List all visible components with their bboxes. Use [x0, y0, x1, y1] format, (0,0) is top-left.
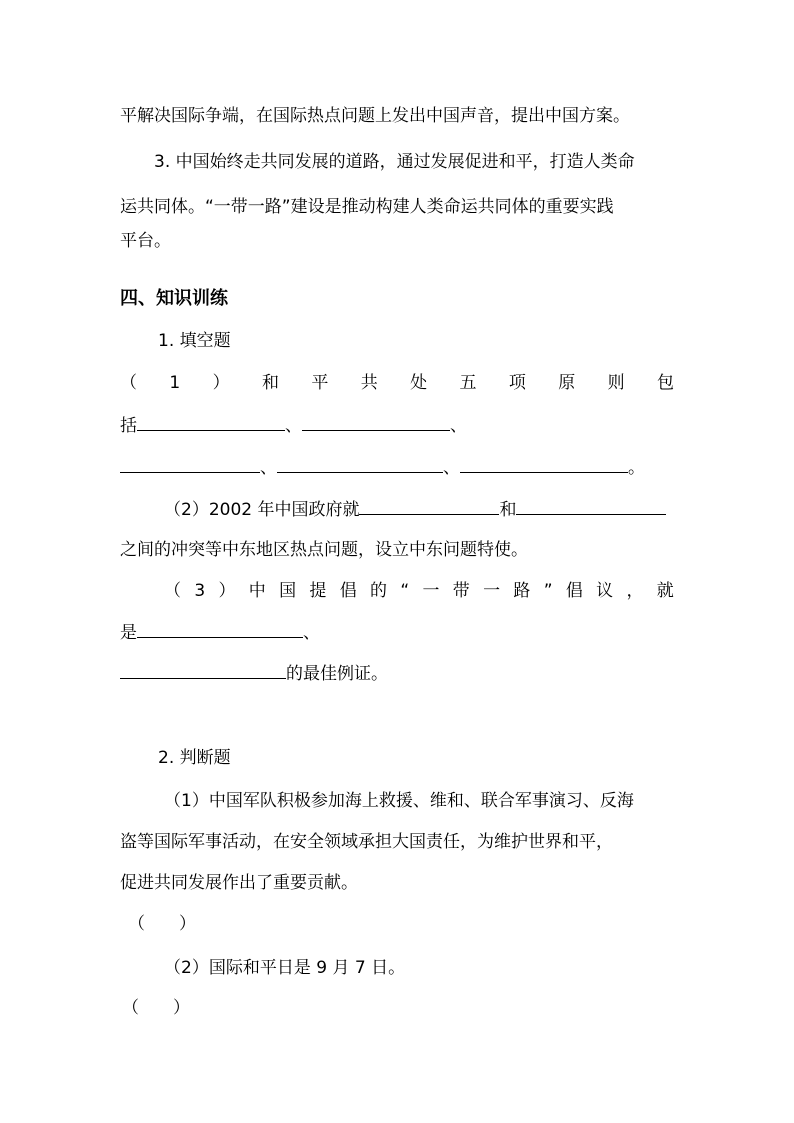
question-char: ，	[626, 581, 644, 601]
answer-blank[interactable]	[120, 455, 260, 473]
answer-blank[interactable]	[460, 455, 628, 473]
question-text: （2）2002 年中国政府就	[164, 500, 360, 520]
question-char: 处	[410, 373, 428, 393]
question-1-blanks-row	[120, 455, 674, 480]
judge-1-line: 盗等国际军事活动，在安全领域承担大国责任，为维护世界和平，	[120, 832, 613, 852]
paragraph-line: 平台。	[120, 231, 171, 251]
question-char: 共	[360, 373, 378, 393]
question-char: 的	[370, 581, 388, 601]
separator: 、	[303, 623, 320, 643]
question-char: 1	[169, 373, 181, 393]
question-char: 和	[261, 373, 279, 393]
question-3-blanks-row	[120, 620, 674, 645]
question-1-line	[120, 371, 674, 395]
question-char: 倡	[565, 581, 583, 601]
question-char: 原	[558, 373, 576, 393]
paragraph-line: 运共同体。“一带一路”建设是推动构建人类命运共同体的重要实践	[120, 197, 614, 217]
separator: 、	[450, 416, 467, 436]
answer-blank[interactable]	[137, 413, 285, 431]
question-char: 议	[596, 581, 614, 601]
answer-blank[interactable]	[302, 413, 450, 431]
question-char: 就	[656, 581, 674, 601]
separator: 、	[285, 416, 302, 436]
question-char: 国	[279, 581, 297, 601]
question-text: 是	[120, 623, 137, 643]
question-char: （	[120, 373, 137, 393]
section-heading: 四、知识训练	[120, 288, 228, 309]
fill-blank-title: 1. 填空题	[158, 331, 231, 351]
paragraph-line: 3. 中国始终走共同发展的道路，通过发展促进和平，打造人类命	[154, 152, 635, 172]
answer-blank[interactable]	[120, 661, 286, 679]
answer-blank[interactable]	[277, 455, 443, 473]
question-2-line	[164, 497, 674, 522]
question-char: 路	[513, 581, 531, 601]
answer-parentheses[interactable]: （ ）	[122, 998, 190, 1018]
question-char: 提	[309, 581, 327, 601]
question-char: 倡	[339, 581, 357, 601]
question-char: 一	[483, 581, 501, 601]
answer-blank[interactable]	[359, 497, 499, 515]
end-mark: 。	[628, 458, 645, 478]
judge-2-line: （2）国际和平日是 9 月 7 日。	[164, 958, 406, 978]
judge-1-line: （1）中国军队积极参加海上救援、维和、联合军事演习、反海	[164, 791, 634, 811]
answer-parentheses[interactable]: （ ）	[128, 914, 196, 934]
question-char: 则	[607, 373, 625, 393]
question-char: 包	[656, 373, 674, 393]
separator: 、	[443, 458, 460, 478]
question-char: 项	[508, 373, 526, 393]
question-char: ）	[212, 373, 230, 393]
question-2-line: 之间的冲突等中东地区热点问题，设立中东问题特使。	[120, 540, 528, 560]
question-char: 一	[422, 581, 440, 601]
question-char: 带	[452, 581, 470, 601]
separator: 、	[260, 458, 277, 478]
question-char: 五	[459, 373, 477, 393]
question-char: ）	[218, 581, 236, 601]
answer-blank[interactable]	[516, 497, 666, 515]
answer-blank[interactable]	[137, 620, 303, 638]
question-text: 的最佳例证。	[286, 664, 388, 684]
paragraph-line: 平解决国际争端，在国际热点问题上发出中国声音，提出中国方案。	[120, 106, 630, 126]
judge-1-line: 促进共同发展作出了重要贡献。	[120, 873, 358, 893]
judge-title: 2. 判断题	[158, 748, 231, 768]
question-3-line	[164, 579, 674, 603]
question-char: 平	[311, 373, 329, 393]
question-1-blanks-row	[120, 413, 674, 438]
question-char: ”	[543, 581, 553, 601]
question-char: 3	[194, 581, 206, 601]
question-char: （	[164, 581, 181, 601]
question-3-blanks-row	[120, 661, 674, 686]
question-char: 中	[248, 581, 266, 601]
question-text: 和	[499, 500, 517, 520]
question-char: “	[400, 581, 410, 601]
question-text: 括	[120, 416, 137, 436]
